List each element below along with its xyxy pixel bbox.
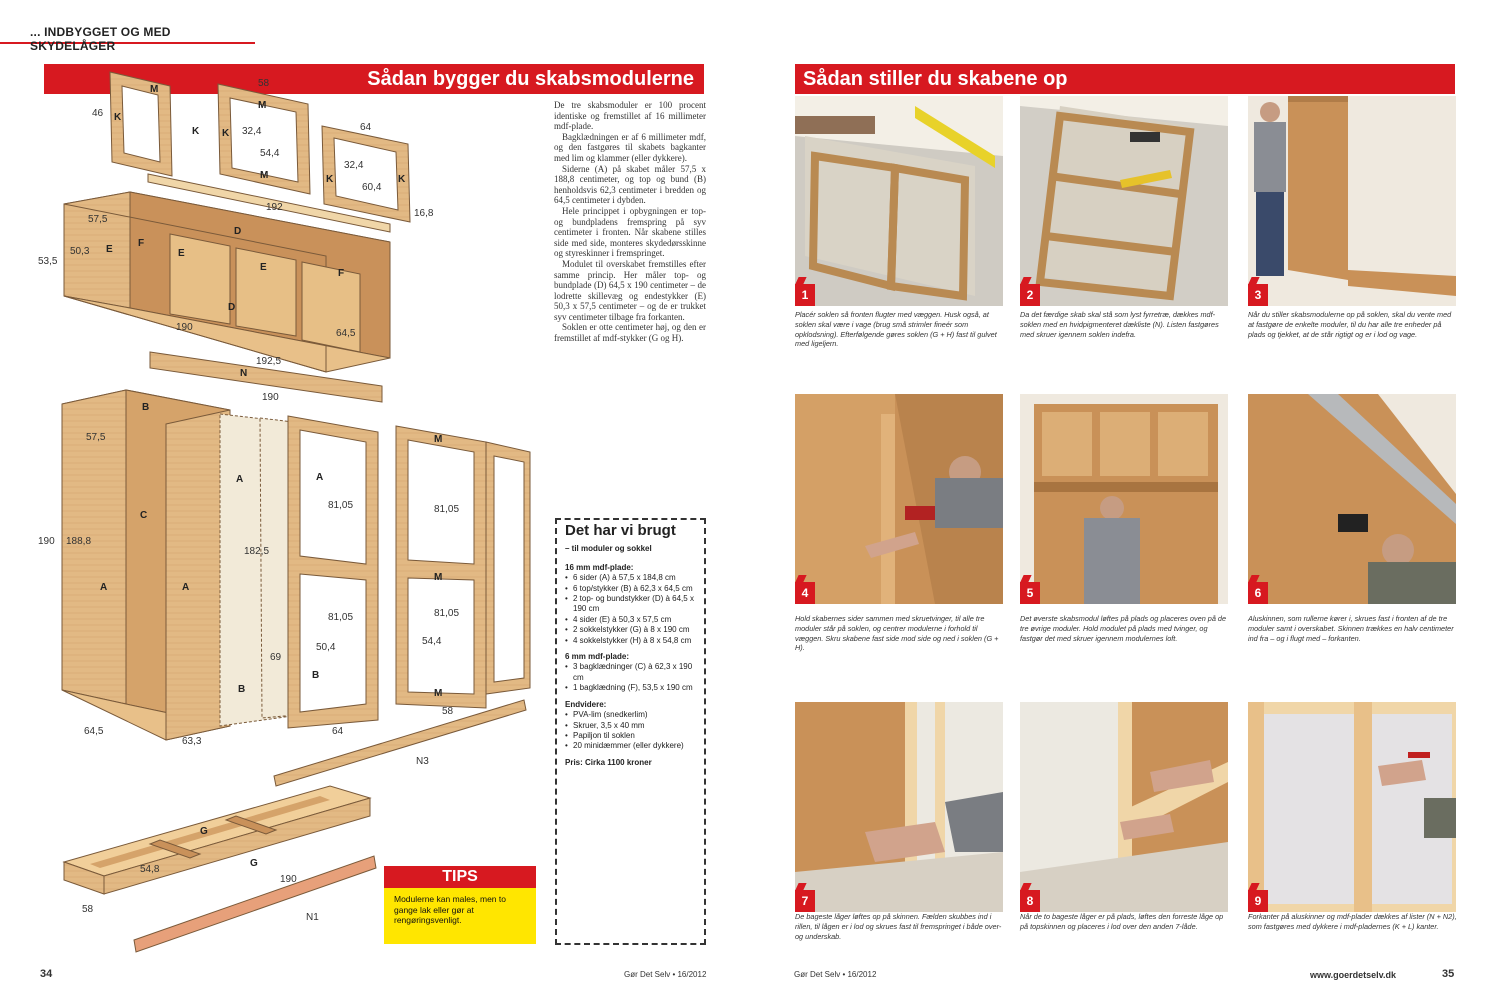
dim-label: 46 [92,108,104,119]
dim-label: 81,05 [328,500,354,511]
step-caption-2: Da det færdige skab skal stå som lyst fyrretræ, dækkes mdf-soklen med en hvidpigmenteret dækliste (N). Listen fastgøres med skruer igennem soklen indefra. [1020,310,1219,339]
step-badge: 9 [1248,890,1268,912]
dim-label: 64,5 [84,726,104,737]
step-caption-1: Placér soklen så fronten flugter med væggen. Husk også, at soklen skal være i vage (brug små strimler fineér som opklodsning). Efterfølgende gøres soklen (G + H) fast til gulvet med ligeljern. [795,310,997,349]
tips-box [384,866,536,944]
dim-label: 64,5 [336,328,356,339]
dim-label: 190 [280,874,297,885]
materials-list [565,573,696,646]
part-letter: M [258,100,267,111]
part-letter: C [140,510,148,521]
part-letter: A [100,582,108,593]
body-paragraph: Siderne (A) på skabet måler 57,5 x 188,8 centimeter, og top og bund (B) henholdsvis 62,3 centimeter i bredden og 64,5 centimeter i dybden. [554,163,706,206]
exploded-diagram [30,64,550,964]
materials-item: • 4 sider (E) à 50,3 x 57,5 cm [565,615,696,625]
body-paragraph: De tre skabsmoduler er 100 procent identiske og fremstillet af 16 millimeter mdf-plade. [554,100,706,132]
step-badge: 4 [795,582,815,604]
dim-label: 54,4 [422,636,442,647]
body-paragraph: Soklen er otte centimeter høj, og den er fremstillet af mdf-stykker (G og H). [554,322,706,344]
part-letter: K [398,174,406,185]
part-letter: M [434,572,443,583]
part-letter: N [240,368,248,379]
step-photo-6 [1248,394,1456,604]
step-badge: 8 [1020,890,1040,912]
right-page [750,0,1500,1000]
materials-item: • 2 sokkelstykker (G) à 8 x 190 cm [565,625,696,635]
dim-label: 32,4 [344,160,364,171]
dim-label: 190 [176,322,193,333]
dim-label: 63,3 [182,736,202,747]
step-caption-6: Aluskinnen, som rullerne kører i, skrues fast i fronten af de tre moduler samt i overskabet. Skinnen trækkes en halv centimeter ind fra – og i flugt med – forkanten. [1248,614,1454,643]
step-badge: 5 [1020,582,1040,604]
materials-section-head: 16 mm mdf-plade: [565,562,634,572]
materials-item: • 6 sider (A) à 57,5 x 184,8 cm [565,573,696,583]
dim-label: 57,5 [86,432,106,443]
materials-title: Det har vi brugt [565,522,676,539]
dim-label: 53,5 [38,256,58,267]
step-photo-8 [1020,702,1228,912]
part-letter: D [228,302,236,313]
part-letter: G [200,826,208,837]
dim-label: 60,4 [362,182,382,193]
body-text [554,100,706,344]
magazine-footer-right: Gør Det Selv • 16/2012 [794,970,877,979]
dim-label: 58 [442,706,454,717]
materials-section-head: Endvidere: [565,699,607,709]
dim-label: 69 [270,652,282,663]
part-letter: F [138,238,145,249]
dim-label: 81,05 [434,608,460,619]
dim-label: 32,4 [242,126,262,137]
step-caption-8: Når de to bageste låger er på plads, løftes den forreste låge op på topskinnen og placeres i lod over den anden 7-låde. [1020,912,1224,931]
materials-list [565,662,696,693]
page-number-left: 34 [40,968,53,980]
part-letter: K [222,128,230,139]
dim-label: 188,8 [66,536,92,547]
step-badge: 2 [1020,284,1040,306]
dim-label: 192 [266,202,283,213]
dim-label: N1 [306,912,319,923]
step-photo-5 [1020,394,1228,604]
top-frame-1 [110,72,172,176]
part-letter: M [260,170,269,181]
part-letter: K [192,126,200,137]
step-photo-9 [1248,702,1456,912]
section-tag-label: ... INDBYGGET OG MED SKYDELÅGER [30,25,171,53]
step-photo-1 [795,96,1003,306]
tips-text: Modulerne kan males, men to gange lak eller gør at rengøringsvenligt. [394,894,506,925]
part-letter: K [114,112,122,123]
cabinet-diagram-svg [30,64,550,964]
dim-label: 16,8 [414,208,434,219]
dim-label: 58 [258,78,270,89]
materials-box [555,518,706,945]
step-caption-7: De bageste låger løftes op på skinnen. Fælden skubbes ind i rillen, til lågen er i lod og skrues fast til fremspringet i både over- og underskab. [795,912,1002,941]
step-badge: 6 [1248,582,1268,604]
step-badge: 1 [795,284,815,306]
door-frame-1 [288,416,378,728]
step-badge: 3 [1248,284,1268,306]
step-caption-9: Forkanter på aluskinner og mdf-plader dækkes af lister (N + N2), som fastgøres med dykkere i mdf-pladernes (K + L) kanter. [1248,912,1457,931]
dim-label: 64 [332,726,344,737]
dim-label: 64 [360,122,372,133]
dim-label: 81,05 [328,612,354,623]
part-letter: A [236,474,244,485]
materials-list [565,710,696,752]
step-caption-3: Når du stiller skabsmodulerne op på soklen, skal du vente med at fastgøre de enkelte moduler, til du har alle tre enheder på plads og tjekket, at de står rigtigt og er i lod og vage. [1248,310,1452,339]
body-paragraph: Bagklædningen er af 6 millimeter mdf, og den fastgøres til skabets bagkanter med lim og klammer (eller dykkere). [554,131,706,163]
dim-label: 50,3 [70,246,90,257]
part-letter: A [316,472,324,483]
part-letter: E [106,244,113,255]
dim-label: 50,4 [316,642,336,653]
part-letter: B [312,670,320,681]
materials-price: Pris: Cirka 1100 kroner [565,757,652,767]
step-caption-5: Det øverste skabsmodul løftes på plads og placeres oven på de tre øvrige moduler. Hold modulet på plads med tvinger, og fastgør det med skruer igennem modulernes loft. [1020,614,1227,643]
part-letter: M [434,688,443,699]
step-photo-3 [1248,96,1456,306]
part-letter: E [260,262,267,273]
left-page-title: Sådan bygger du skabsmodulerne [44,64,704,94]
part-letter: K [326,174,334,185]
door-frame-2 [396,426,530,708]
dim-label: 182,5 [244,546,270,557]
dim-label: N3 [416,756,429,767]
dim-label: 58 [82,904,94,915]
dim-label: 190 [38,536,55,547]
dim-label: 81,05 [434,504,460,515]
materials-item: • PVA-lim (snedkerlim) [565,710,696,720]
part-letter: A [182,582,190,593]
body-paragraph: Modulet til overskabet fremstilles efter samme princip. Her måler top- og bundplade (D) 64,5 x 190 centimeter – de lodrette skillevæg og endestykker (E) 50,3 x 57,5 centimeter – og de er trukket syv centimeter tilbage fra forkanten. [554,258,706,322]
tips-title: TIPS [384,866,536,888]
part-letter: M [434,434,443,445]
step-photo-7 [795,702,1003,912]
top-frame-3 [322,126,410,222]
dim-label: 54,8 [140,864,160,875]
dim-label: 192,5 [256,356,282,367]
right-page-title: Sådan stiller du skabene op [795,64,1455,94]
materials-item: • 2 top- og bundstykker (D) à 64,5 x 190 cm [565,594,696,615]
materials-section-head: 6 mm mdf-plade: [565,652,630,662]
dim-label: 57,5 [88,214,108,225]
materials-item: • 4 sokkelstykker (H) à 8 x 54,8 cm [565,636,696,646]
step-photo-2 [1020,96,1228,306]
part-letter: B [142,402,150,413]
materials-item: • 20 minidæmmer (eller dykkere) [565,741,696,751]
body-paragraph: Hele princippet i opbygningen er top- og bundpladens fremspring på syv centimeter i fronten. Når skabene stilles side med side, monteres skydedørsskinne og styreskinner i fremspringet. [554,205,706,259]
part-letter: D [234,226,242,237]
step-badge: 7 [795,890,815,912]
materials-item: • Skruer, 3,5 x 40 mm [565,721,696,731]
materials-item: • 1 bagklædning (F), 53,5 x 190 cm [565,683,696,693]
section-tag [0,22,255,53]
step-caption-4: Hold skabernes sider sammen med skruetvinger, til alle tre moduler står på soklen, og centrer modulerne i forhold til væggen. Skru skabene fast side mod side og ned i soklen (G + H). [795,614,999,653]
part-letter: B [238,684,246,695]
page-number-right: 35 [1442,968,1455,980]
part-letter: M [150,84,159,95]
materials-item: • 6 top/stykker (B) à 62,3 x 64,5 cm [565,584,696,594]
dim-label: 190 [262,392,279,403]
materials-item: • 3 bagklædninger (C) à 62,3 x 190 cm [565,662,696,683]
part-letter: G [250,858,258,869]
step-photo-4 [795,394,1003,604]
materials-note: – til moduler og sokkel [565,544,652,554]
dim-label: 54,4 [260,148,280,159]
part-letter: F [338,268,345,279]
magazine-footer-left: Gør Det Selv • 16/2012 [624,970,707,979]
website-link[interactable]: www.goerdetselv.dk [1310,970,1397,980]
materials-item: • Papiljon til soklen [565,731,696,741]
part-letter: E [178,248,185,259]
